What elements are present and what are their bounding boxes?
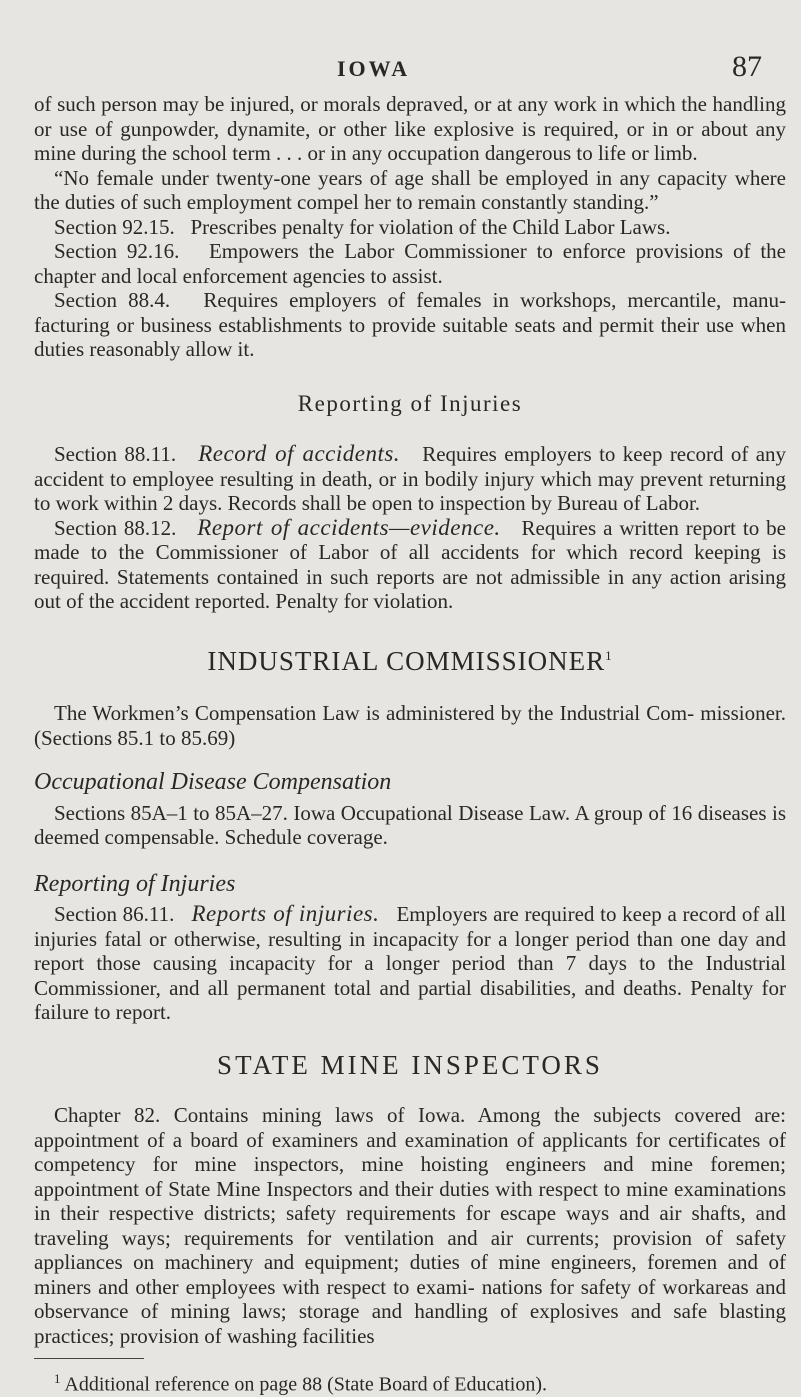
section-text: Requires employers to keep record of any accident to employee resulting in death, or in bodily injury which may prevent returning to work within 2 days. Records shall be open to inspection by Bureau of Labor. <box>34 442 787 515</box>
heading-reporting-of-injuries-2: Reporting of Injuries <box>34 870 236 897</box>
heading-text: INDUSTRIAL COMMISSIONER <box>207 645 606 676</box>
section-title: Record of accidents. <box>198 441 401 466</box>
section-number: Section 86.11. <box>54 902 175 926</box>
paragraph-section-86-11 <box>34 902 786 1025</box>
paragraph-workmens-compensation: The Workmen’s Compensation Law is administered by the Industrial Com- missioner. (Sections 85.1 to 85.69) <box>34 701 786 750</box>
section-text: Requires a written report to be made to the Commissioner of Labor of all accidents for which record keeping is required. Statements contained in such reports are not admissible in any action arising out of the accident reported. Penalty for violation. <box>34 515 786 613</box>
section-text: Employers are required to keep a record of all injuries fatal or otherwise, resulting in incapacity for a longer period than one day and report those causing incapacity for a longer period than 7 days to the Industrial Commissioner, and all permanent total and partial disabilities, and deaths. Penalty for failure to report. <box>34 902 786 1024</box>
heading-industrial-commissioner <box>34 644 786 674</box>
footnote-text: Additional reference on page 88 (State Board of Education). <box>64 1373 548 1396</box>
section-title: Report of accidents—evidence. <box>197 514 501 540</box>
section-number: Section 92.15. <box>54 214 175 239</box>
paragraph-section-92-16 <box>34 239 786 288</box>
footnote-reference: 1 <box>605 647 613 663</box>
paragraph-chapter-82: Chapter 82. Contains mining laws of Iowa. Among the subjects covered are: appointment of a board of examiners and examination of applicants for certificates of competency for mine inspectors, mine hoisting engineers and mine foremen; appointment of State Mine Inspectors and their duties with respect to mine examinations in their respective districts; safety requirements for escape ways and air shafts, and traveling ways; requirements for ventilation and air currents; provision of safety appliances on machinery and equipment; duties of mine engineers, foremen and of miners and other employees with respect to exami- nations for safety of workareas and observance of mining laws; storage and handling of explosives and safe blasting practices; provision of washing facilities <box>34 1103 786 1348</box>
footnote-divider <box>34 1358 144 1359</box>
paragraph-occupational-disease: Sections 85A–1 to 85A–27. Iowa Occupational Disease Law. A group of 16 diseases is deemed compensable. Schedule coverage. <box>34 800 786 849</box>
heading-reporting-of-injuries: Reporting of Injuries <box>297 390 523 416</box>
running-head <box>0 50 801 84</box>
paragraph-quote: “No female under twenty-one years of age shall be employed in any capacity where the duties of such employment compel her to remain constantly standing.” <box>34 165 786 214</box>
heading-state-mine-inspectors: STATE MINE INSPECTORS <box>217 1049 603 1080</box>
section-number: Section 92.16. <box>54 239 180 263</box>
page-body <box>34 92 786 1397</box>
footnote-mark: 1 <box>54 1371 61 1386</box>
section-text: Requires employers of females in workshops, mercantile, manu- facturing or business establishments to provide suitable seats and permit their use when duties reasonably allow it. <box>34 288 787 361</box>
paragraph-section-88-4 <box>34 288 786 362</box>
paragraph-continuation: of such person may be injured, or morals depraved, or at any work in which the handling or use of gunpowder, dynamite, or other like explosive is required, or in or about any mine during the school term . . . or in any occupation dangerous to life or limb. <box>34 92 786 165</box>
heading-occupational-disease: Occupational Disease Compensation <box>34 769 392 795</box>
page-number: 87 <box>732 50 762 83</box>
section-number: Section 88.11. <box>54 442 177 466</box>
paragraph-section-88-11 <box>34 442 786 516</box>
section-text: Prescribes penalty for violation of the Child Labor Laws. <box>190 214 671 239</box>
paragraph-section-88-12 <box>34 516 786 614</box>
section-number: Section 88.4. <box>54 288 171 312</box>
section-text: Empowers the Labor Commissioner to enforce provisions of the chapter and local enforcement agencies to assist. <box>34 239 786 288</box>
section-number: Section 88.12. <box>54 515 177 540</box>
paragraph-section-92-15 <box>34 215 786 240</box>
running-head-title: IOWA <box>337 56 411 81</box>
section-title: Reports of injuries. <box>191 901 380 926</box>
footnote <box>34 1367 786 1397</box>
